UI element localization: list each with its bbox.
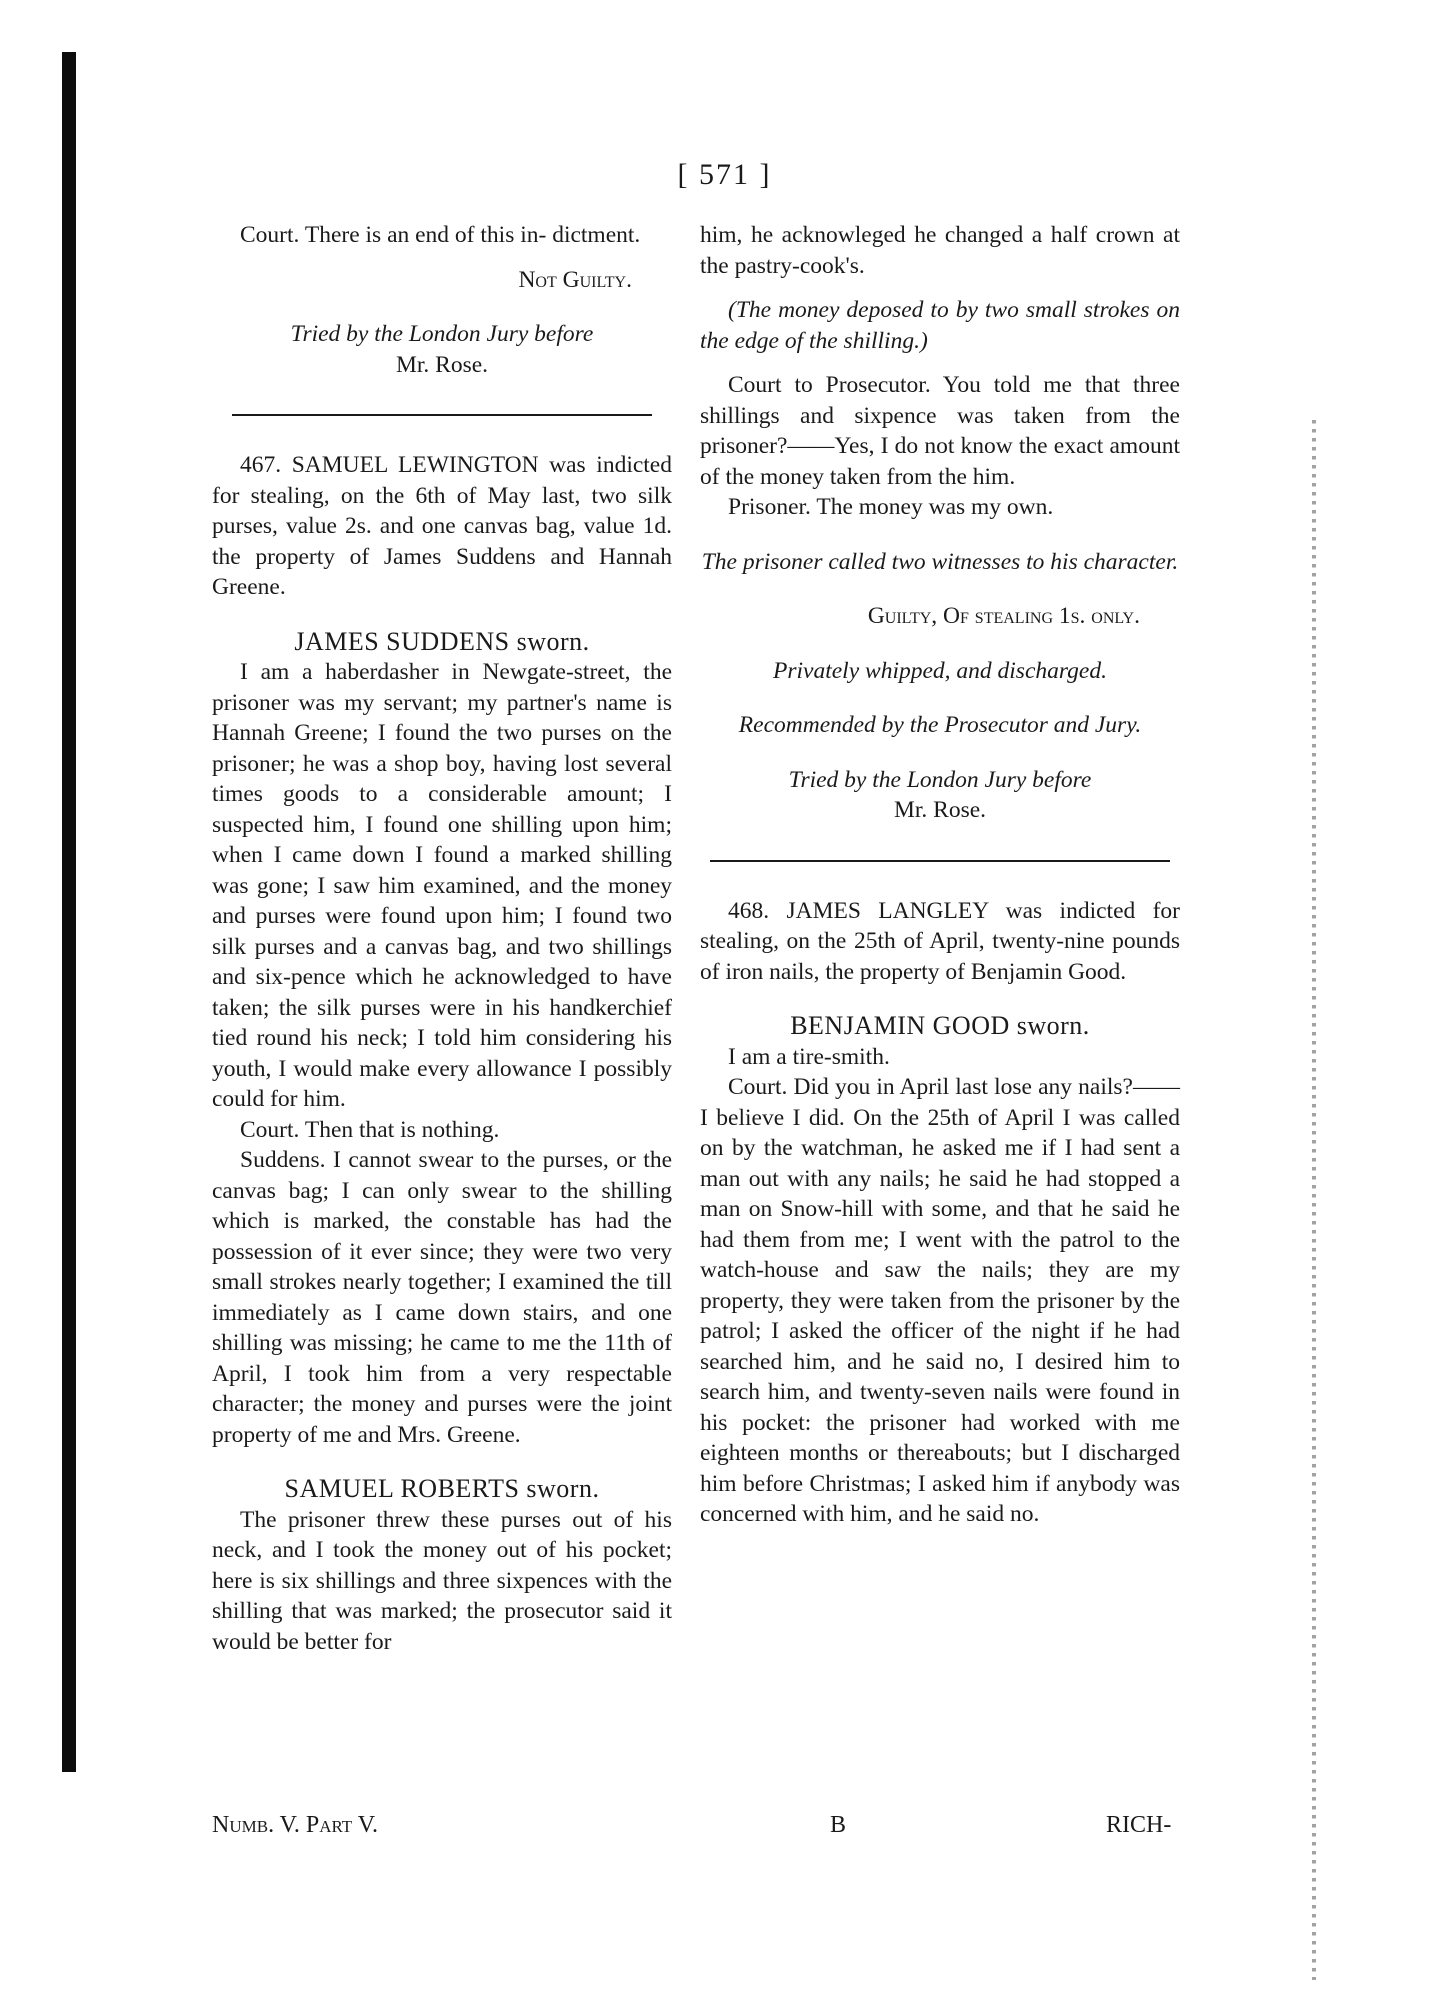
footer-part: Numb. V. Part V.: [212, 1812, 378, 1838]
margin-dots: [1312, 420, 1316, 1980]
left-column: [212, 220, 672, 1657]
prisoner-statement: Prisoner. The money was my own.: [728, 494, 1054, 520]
witnesses-note: The prisoner called two witnesses to his character.: [701, 548, 1179, 575]
case-467-indictment: 467. SAMUEL LEWINGTON was indicted for stealing, on the 6th of May last, two silk purses, value 2s. and one canvas bag, value 1d. the property of James Suddens and Hannah Greene.: [212, 452, 672, 600]
testimony-good: Court. Did you in April last lose any nails?——I believe I did. On the 25th of April I was called on by the watchman, he asked me if I had sent a man out with any nails; he said he had stopped a man on Snow-hill with some, and that he said he had them from me; I went with the patrol to the watch-house and saw the nails; they are my property, they were taken from the prisoner by the patrol; I asked the officer of the night if he had searched him, and he said no, I desired him to search him, and twenty-seven nails were found in his pocket: the prisoner had worked with me eighteen months or thereabouts; but I discharged him before Christmas; I asked him if anybody was concerned with him, and he said no.: [700, 1074, 1180, 1527]
witness-suddens: JAMES SUDDENS sworn.: [294, 626, 590, 656]
page-number: [ 571 ]: [677, 158, 772, 191]
testimony-suddens-2: Suddens. I cannot swear to the purses, or the canvas bag; I can only swear to the shilling which is marked, the constable has had the possession of it ever since; they were two very small strokes nearly together; I examined the till immediately as I came down stairs, and one shilling was missing; he came to me the 11th of April, I took him from a very respectable character; the money and purses were the joint property of me and Mrs. Greene.: [212, 1147, 672, 1448]
court-to-prosecutor: Court to Prosecutor. You told me that three shillings and sixpence was taken from the prisoner?——Yes, I do not know the exact amount of the money taken from the him.: [700, 372, 1180, 490]
signature-mark: B: [830, 1812, 847, 1838]
case-468-indictment: 468. JAMES LANGLEY was indicted for stealing, on the 25th of April, twenty-nine pounds of iron nails, the property of Benjamin Good.: [700, 897, 1180, 985]
court-remark: Court. There is an end of this in- dictment.: [240, 222, 641, 248]
verdict-guilty: Guilty, Of stealing 1s. only.: [867, 603, 1140, 629]
catchword: RICH-: [1106, 1812, 1172, 1838]
tried-before-line-2: Tried by the London Jury before: [788, 766, 1092, 793]
judge-name: Mr. Rose.: [395, 351, 489, 378]
judge-name-2: Mr. Rose.: [893, 797, 987, 823]
binding-edge: [62, 52, 76, 1772]
right-column: [700, 220, 1180, 1530]
testimony-roberts: The prisoner threw these purses out of his neck, and I took the money out of his pocket; here is six shillings and three sixpences with the shilling that was marked; the prosecutor said it would be better for: [212, 1506, 672, 1655]
tried-before-line: Tried by the London Jury before: [290, 321, 594, 347]
sentence: Privately whipped, and discharged.: [773, 657, 1107, 684]
witness-good: BENJAMIN GOOD sworn.: [790, 1011, 1090, 1040]
money-note: (The money deposed to by two small strokes on the edge of the shilling.): [700, 297, 1180, 354]
testimony-continued: him, he acknowleged he changed a half crown at the pastry-cook's.: [700, 222, 1180, 279]
recommendation: Recommended by the Prosecutor and Jury.: [738, 712, 1142, 738]
trade-statement: I am a tire-smith.: [728, 1043, 890, 1070]
verdict-not-guilty: Not Guilty.: [518, 266, 632, 293]
testimony-suddens: I am a haberdasher in Newgate-street, the prisoner was my servant; my partner's name is Hannah Greene; I found the two purses on the prisoner; he was a shop boy, having lost several times goods to a considerable amount; I suspected him, I found one shilling upon him; when I came down I found a marked shilling was gone; I saw him examined, and the money and purses were found upon him; I found two silk purses and a canvas bag, and two shillings and six-pence which he acknowledged to have taken; the silk purses were in his handkerchief tied round his neck; I told him considering his youth, I would make every allowance I possibly could for him.: [212, 659, 672, 1112]
witness-roberts: SAMUEL ROBERTS sworn.: [284, 1474, 600, 1503]
court-reply: Court. Then that is nothing.: [240, 1116, 500, 1143]
